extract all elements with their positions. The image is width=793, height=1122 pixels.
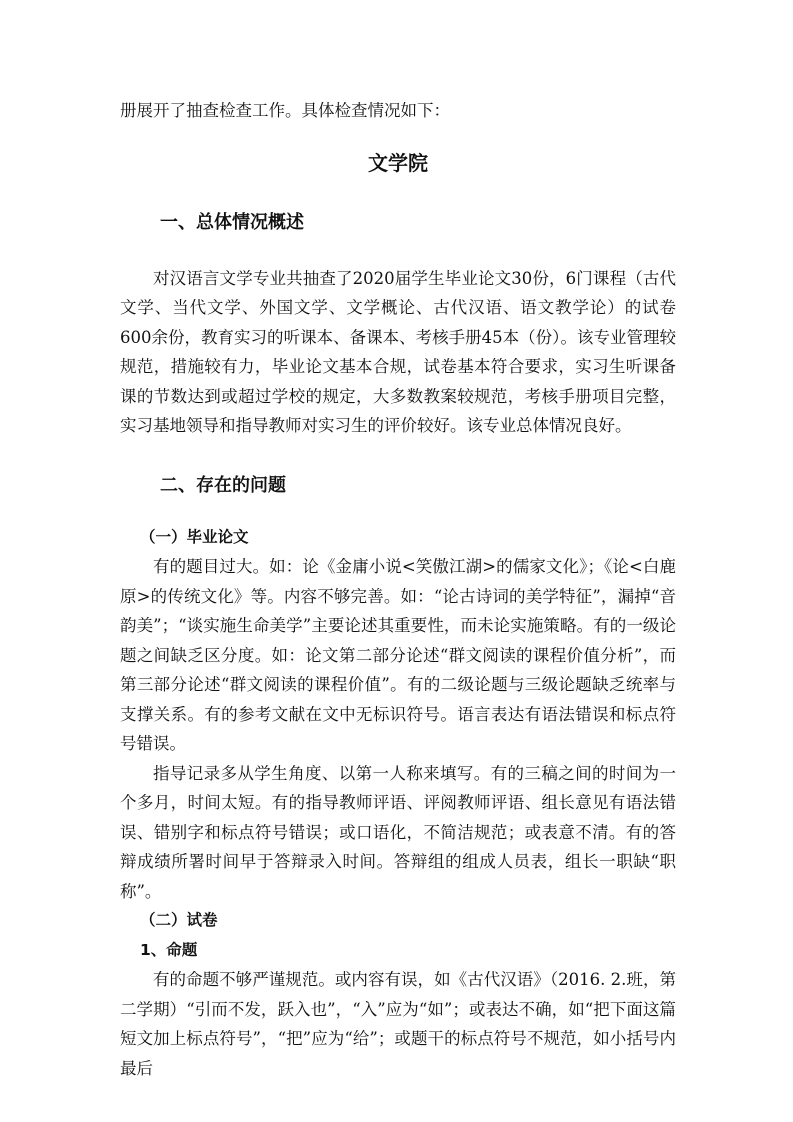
item-heading-proposition: 1、命题 bbox=[140, 940, 198, 959]
document-body bbox=[120, 96, 676, 1083]
section-heading-overview: 一、总体情况概述 bbox=[160, 211, 304, 233]
proposition-paragraph: 有的命题不够严谨规范。或内容有误，如《古代汉语》（2016. 2.班，第二学期）“引而不发，跃入也”，“入”应为“如”；或表达不确，如“把下面这篇短文加上标点符号”，“把”应为“给”；或题干的标点符号不规范，如小括号内最后 bbox=[120, 970, 676, 1078]
section-heading-problems: 二、存在的问题 bbox=[160, 474, 286, 496]
subsection-heading-exams: （二）试卷 bbox=[140, 911, 218, 929]
overview-paragraph: 对汉语言文学专业共抽查了2020届学生毕业论文30份，6门课程（古代文学、当代文学、外国文学、文学概论、古代汉语、语文教学论）的试卷600余份，教育实习的听课本、备课本、考核手册45本（份）。该专业管理较规范，措施较有力，毕业论文基本合规，试卷基本符合要求，实习生听课备课的节数达到或超过学校的规定，大多数教案较规范，考核手册项目完整，实习基地领导和指导教师对实习生的评价较好。该专业总体情况良好。 bbox=[120, 268, 676, 435]
subsection-heading-thesis: （一）毕业论文 bbox=[140, 527, 249, 546]
page-title: 文学院 bbox=[368, 150, 428, 175]
thesis-paragraph-2: 指导记录多从学生角度、以第一人称来填写。有的三稿之间的时间为一个多月，时间太短。有的指导教师评语、评阅教师评语、组长意见有语法错误、错别字和标点符号错误；或口语化，不简洁规范；或表意不清。有的答辩成绩所署时间早于答辩录入时间。答辩组的组成人员表，组长一职缺“职称”。 bbox=[120, 763, 676, 901]
intro-line: 册展开了抽查检查工作。具体检查情况如下： bbox=[120, 101, 450, 120]
thesis-paragraph-1: 有的题目过大。如：论《金庸小说<笑傲江湖>的儒家文化》；《论<白鹿原>的传统文化》等。内容不够完善。如：“论古诗词的美学特征”，漏掉“音韵美”；“谈实施生命美学”主要论述其重要性，而未论实施策略。有的一级论题之间缺乏区分度。如：论文第二部分论述“群文阅读的课程价值分析”，而第三部分论述“群文阅读的课程价值”。有的二级论题与三级论题缺乏统率与支撑关系。有的参考文献在文中无标识符号。语言表达有语法错误和标点符号错误。 bbox=[120, 557, 676, 753]
